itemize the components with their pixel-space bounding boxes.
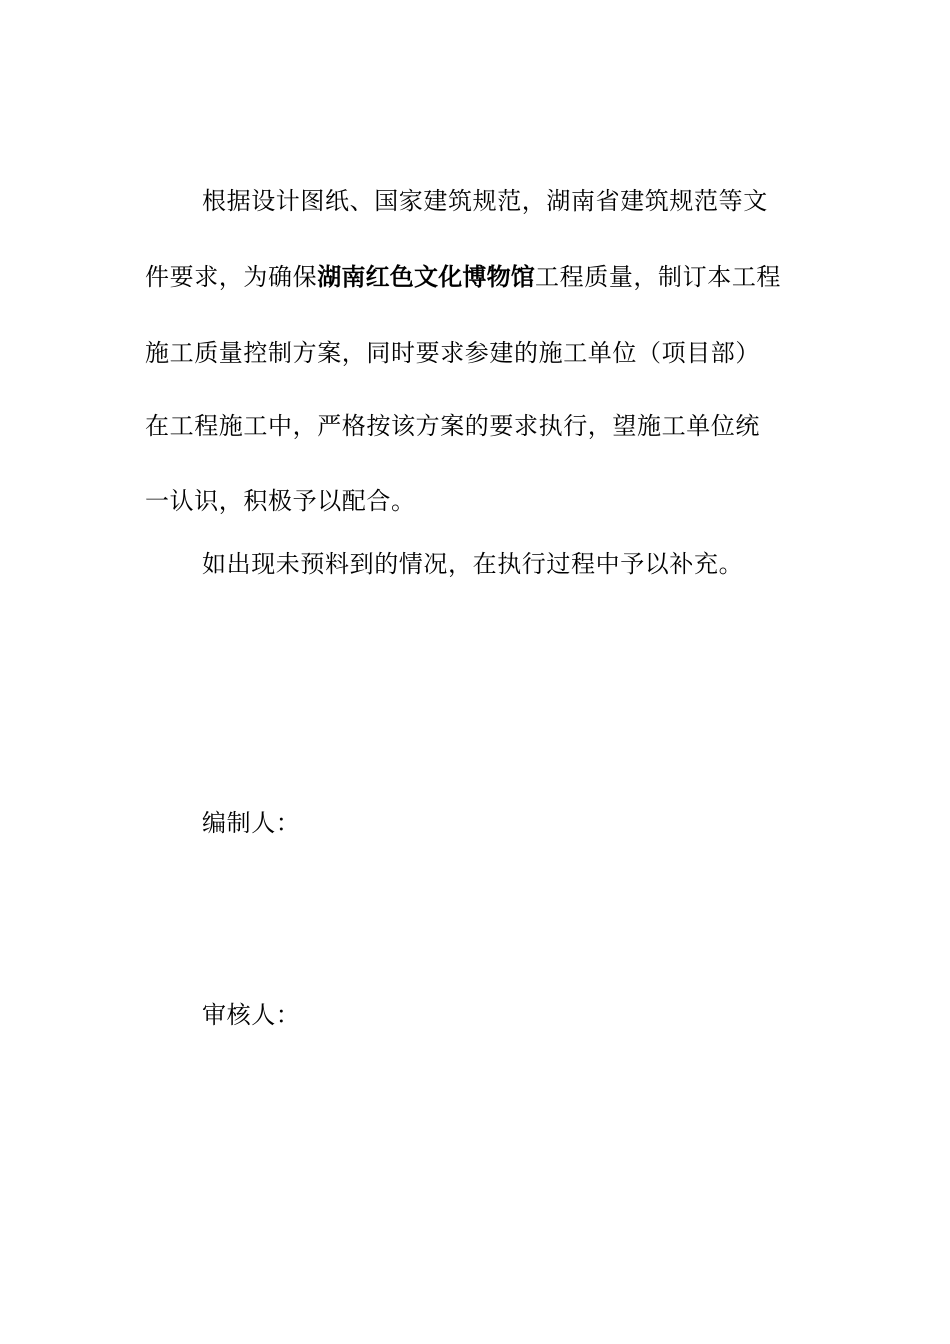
- paragraph-2: 如出现未预料到的情况，在执行过程中予以补充。: [202, 550, 744, 578]
- paragraph-1-line-1: 根据设计图纸、国家建筑规范，湖南省建筑规范等文: [202, 187, 768, 215]
- line-2-text-after: 工程质量，制订本工程: [535, 263, 782, 291]
- paragraph-1-line-5: 一认识，积极予以配合。: [145, 487, 416, 515]
- compiler-label: 编制人：: [202, 809, 301, 837]
- reviewer-label: 审核人：: [202, 1001, 301, 1029]
- paragraph-1-line-2: [145, 262, 815, 292]
- paragraph-1-line-3: 施工质量控制方案，同时要求参建的施工单位（项目部）: [145, 339, 760, 367]
- project-name-emphasis: 湖南红色文化博物馆: [317, 263, 536, 291]
- paragraph-1-line-4: 在工程施工中，严格按该方案的要求执行，望施工单位统: [145, 412, 760, 440]
- line-2-text-before: 件要求，为确保: [145, 263, 318, 291]
